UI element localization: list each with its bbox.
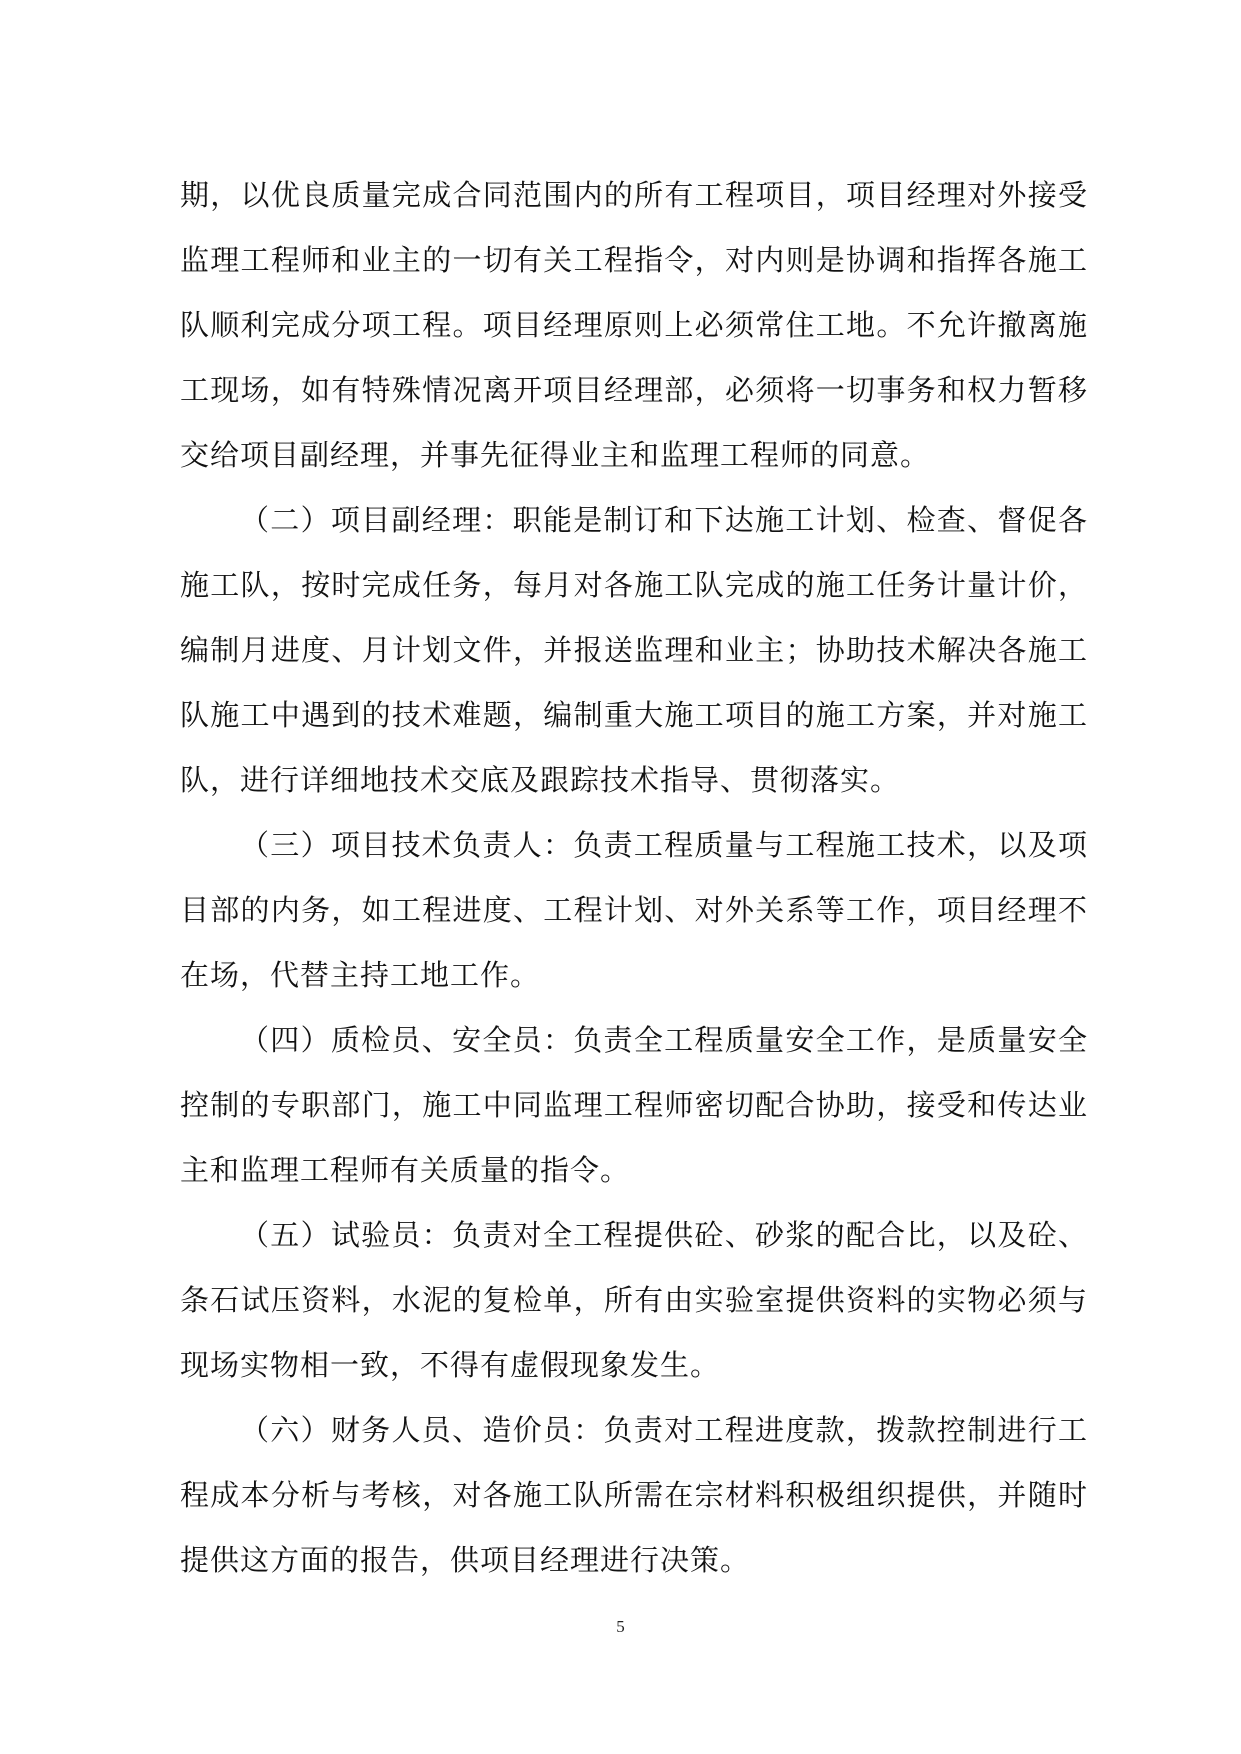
body-text bbox=[180, 163, 1088, 1593]
paragraph-project-manager-continued: 期，以优良质量完成合同范围内的所有工程项目，项目经理对外接受监理工程师和业主的一切有关工程指令，对内则是协调和指挥各施工队顺利完成分项工程。项目经理原则上必须常住工地。不允许撤离施工现场，如有特殊情况离开项目经理部，必须将一切事务和权力暂移交给项目副经理，并事先征得业主和监理工程师的同意。 bbox=[180, 178, 1088, 472]
paragraph-quality-safety: （四）质检员、安全员：负责全工程质量安全工作，是质量安全控制的专职部门，施工中同监理工程师密切配合协助，接受和传达业主和监理工程师有关质量的指令。 bbox=[180, 1023, 1088, 1187]
paragraph-technical-lead: （三）项目技术负责人：负责工程质量与工程施工技术，以及项目部的内务，如工程进度、工程计划、对外关系等工作，项目经理不在场，代替主持工地工作。 bbox=[180, 828, 1088, 992]
paragraph-test-officer: （五）试验员：负责对全工程提供砼、砂浆的配合比，以及砼、条石试压资料，水泥的复检单，所有由实验室提供资料的实物必须与现场实物相一致，不得有虚假现象发生。 bbox=[180, 1218, 1088, 1382]
page-number: 5 bbox=[616, 1617, 625, 1636]
paragraph-finance-cost: （六）财务人员、造价员：负责对工程进度款，拨款控制进行工程成本分析与考核，对各施工队所需在宗材料积极组织提供，并随时提供这方面的报告，供项目经理进行决策。 bbox=[180, 1413, 1088, 1577]
paragraph-deputy-manager: （二）项目副经理：职能是制订和下达施工计划、检查、督促各施工队，按时完成任务，每月对各施工队完成的施工任务计量计价，编制月进度、月计划文件，并报送监理和业主；协助技术解决各施工队施工中遇到的技术难题，编制重大施工项目的施工方案，并对施工队，进行详细地技术交底及跟踪技术指导、贯彻落实。 bbox=[180, 503, 1088, 797]
